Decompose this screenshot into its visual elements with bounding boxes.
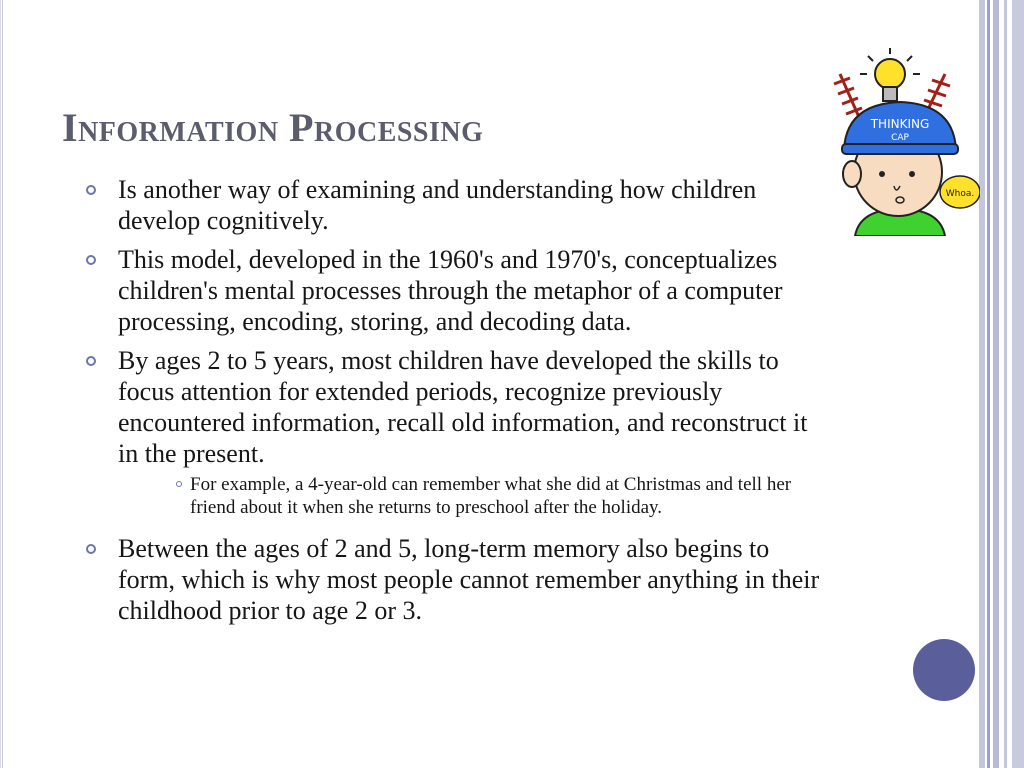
bullet-item — [86, 174, 826, 236]
bullet-list — [86, 174, 826, 634]
bullet-item — [86, 533, 826, 626]
right-border-stripe — [993, 0, 999, 768]
bullet-text: This model, developed in the 1960's and 1970's, conceptualizes children's mental processes through the metaphor of a computer processing, encoding, storing, and decoding data. — [118, 245, 783, 336]
bullet-text: Is another way of examining and understanding how children develop cognitively. — [118, 175, 757, 235]
right-border-stripe — [1004, 0, 1007, 768]
bullet-item — [86, 345, 826, 469]
cap-label: THINKING — [870, 117, 930, 131]
thinking-cap-child-icon — [820, 44, 980, 236]
accent-circle — [913, 639, 975, 701]
bubble-text: Whoa. — [945, 189, 975, 199]
bullet-icon — [86, 544, 96, 554]
sub-bullet-icon — [176, 481, 182, 487]
cap-sublabel: CAP — [891, 133, 909, 143]
bullet-item — [86, 244, 826, 337]
left-border-decoration — [0, 0, 8, 768]
bullet-icon — [86, 356, 96, 366]
bullet-text: By ages 2 to 5 years, most children have developed the skills to focus attention for extended periods, recognize previously encountered information, recall old information, and reconstruct it in the present. — [118, 346, 808, 468]
right-border-stripe — [1012, 0, 1024, 768]
bullet-icon — [86, 255, 96, 265]
lightbulb-icon — [860, 48, 920, 101]
right-border-stripe — [987, 0, 990, 768]
bullet-icon — [86, 185, 96, 195]
slide-title: Information Processing — [62, 105, 484, 150]
bullet-text: Between the ages of 2 and 5, long-term memory also begins to form, which is why most people cannot remember anything in their childhood prior to age 2 or 3. — [118, 534, 820, 625]
sub-bullet-item — [176, 473, 826, 519]
sub-bullet-text: For example, a 4-year-old can remember what she did at Christmas and tell her friend about it when she returns to preschool after the holiday. — [190, 474, 792, 518]
